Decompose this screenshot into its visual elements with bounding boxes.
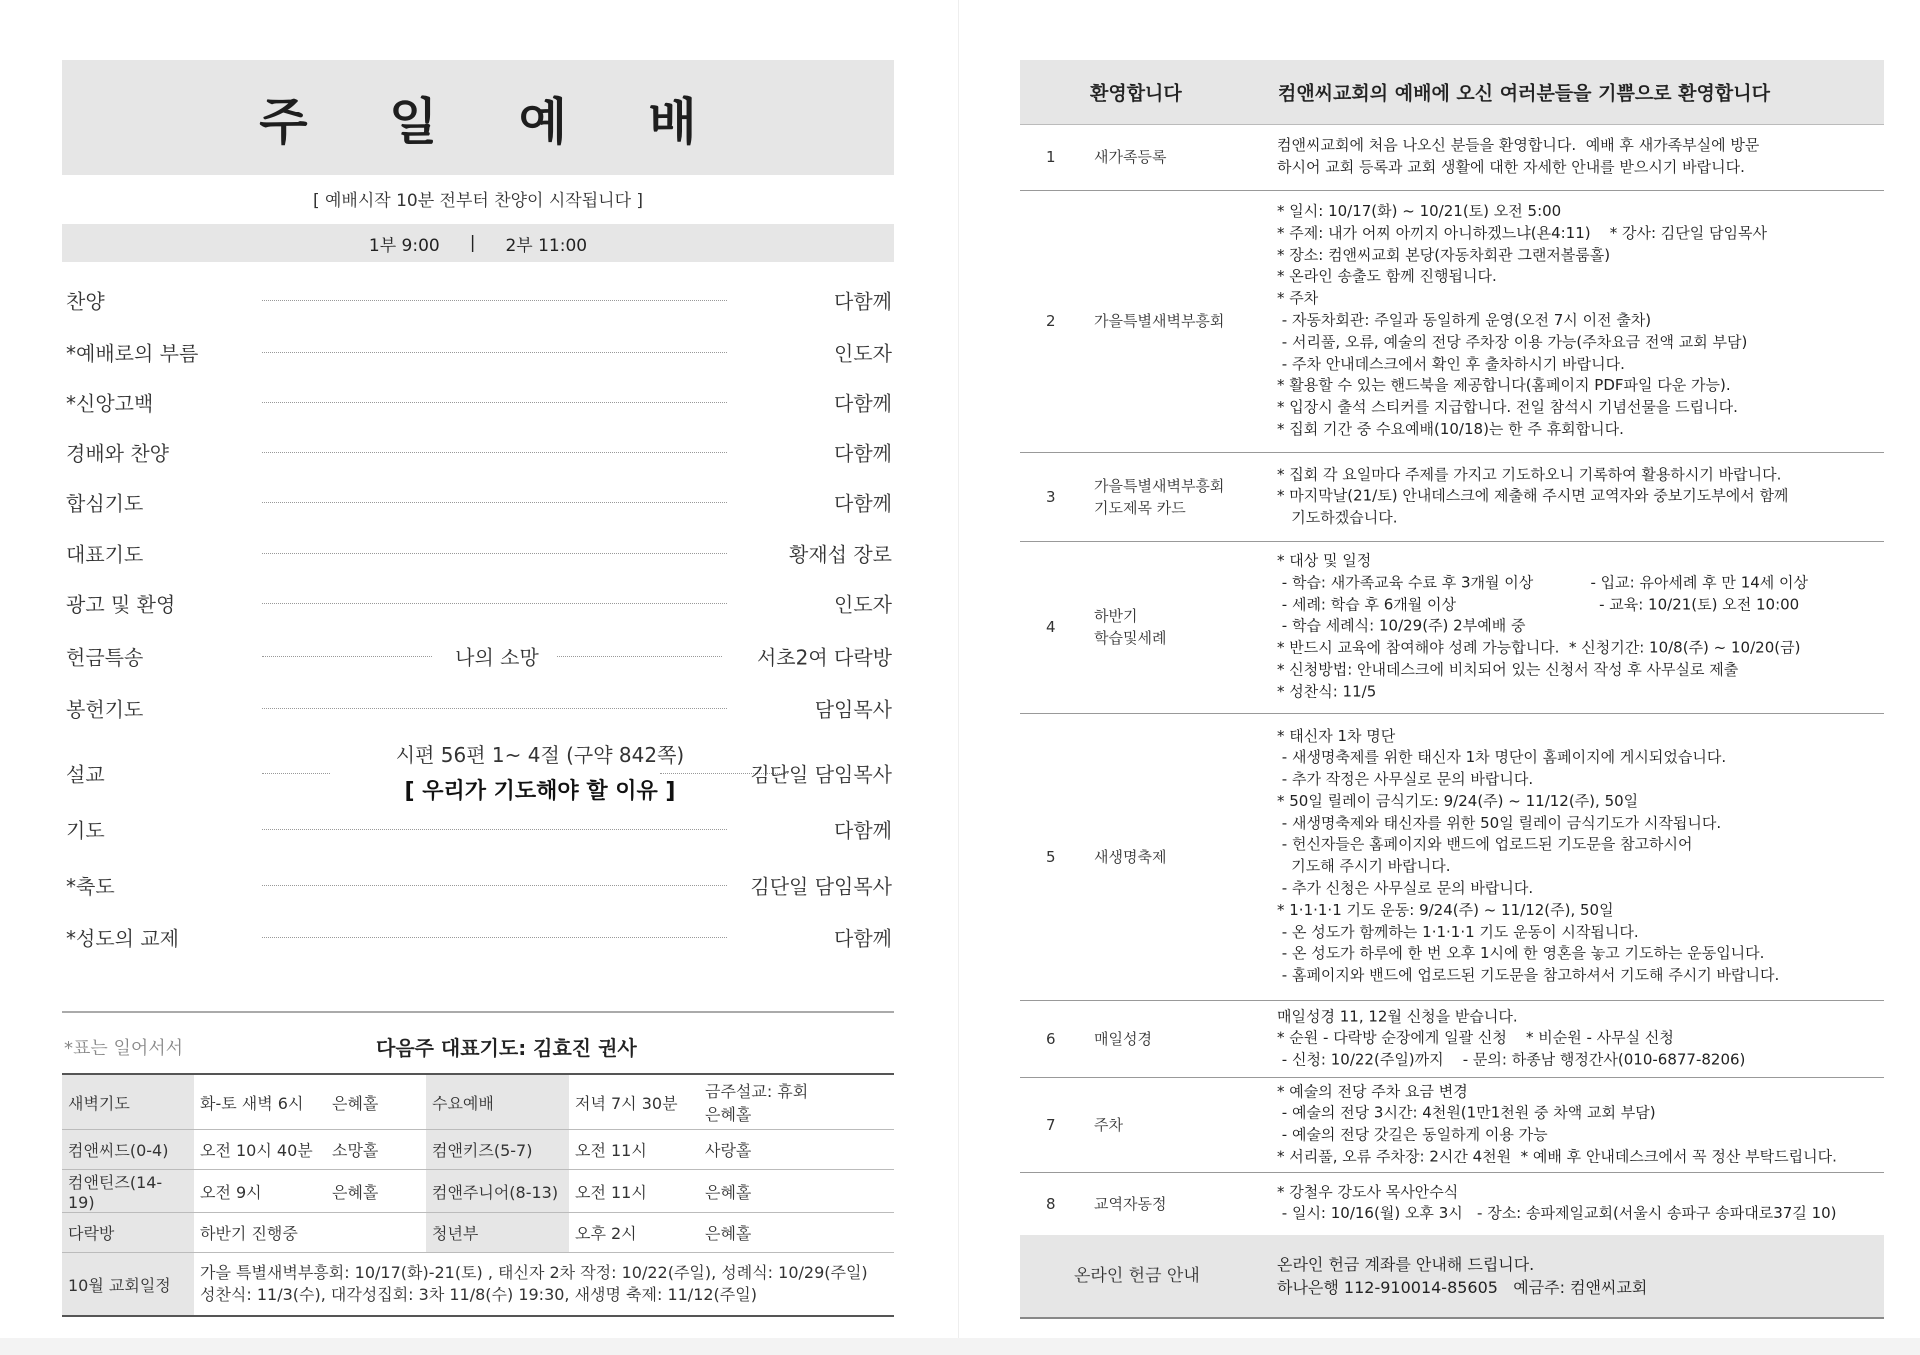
announcement-item [1020, 1172, 1884, 1236]
schedule-group: 컴앤키즈(5-7) [426, 1130, 569, 1170]
announcement-category: 하반기 학습및세례 [1094, 607, 1167, 647]
welcome-message: 컴앤씨교회의 예배에 오신 여러분들을 기쁨으로 환영합니다 [1278, 82, 1770, 105]
dotted-leader [262, 708, 727, 709]
announcement-item [1020, 190, 1884, 453]
second-service-time: 2부 11:00 [505, 235, 588, 256]
schedule-cell: 오전 10시 40분 [194, 1130, 326, 1170]
section-divider [62, 1011, 894, 1013]
order-item [62, 382, 894, 422]
dotted-leader [557, 656, 722, 657]
announcement-item [1020, 124, 1884, 191]
dotted-leader [262, 452, 727, 453]
time-separator: | [469, 233, 476, 253]
order-item [62, 743, 894, 803]
schedule-row [62, 1074, 894, 1130]
order-item [62, 809, 894, 849]
online-offering-label: 온라인 헌금 안내 [1074, 1266, 1200, 1286]
schedule-cell: 오후 2시 [569, 1213, 699, 1253]
order-item-label: 합심기도 [66, 491, 144, 516]
announcement-category: 새생명축제 [1094, 847, 1167, 866]
order-item-leader: 서초2여 다락방 [756, 645, 892, 670]
order-item-leader: 황재섭 장로 [789, 542, 892, 567]
online-offering-text: 온라인 헌금 계좌를 안내해 드립니다. 하나은행 112-910014-85605 예금주: 컴앤씨교회 [1277, 1255, 1648, 1297]
worship-title-box [62, 60, 894, 175]
service-times [62, 224, 894, 262]
order-item-leader: 다함께 [834, 926, 892, 951]
announcement-item [1020, 1000, 1884, 1078]
announcement-category: 매일성경 [1094, 1029, 1152, 1048]
order-item-label: 설교 [66, 762, 105, 787]
announcement-number: 8 [1046, 1194, 1056, 1213]
announcement-number: 1 [1046, 148, 1056, 166]
dotted-leader [262, 300, 727, 301]
schedule-cell: 오전 11시 [569, 1170, 699, 1213]
dotted-leader [262, 502, 727, 503]
order-item [62, 636, 894, 676]
schedule-cell: 은혜홀 [326, 1074, 426, 1130]
schedule-cell: 소망홀 [326, 1130, 426, 1170]
announcement-body: * 태신자 1차 명단 - 새생명축제를 위한 태신자 1차 명단이 홈페이지에 게시되었습니다. - 추가 작정은 사무실로 문의 바랍니다. * 50일 릴레이 금식기도: 9/24(주) ~ 11/12(주), 50일 - 새생명축제와 태신자를 위한 50일 릴레이 금식기도가 시작됩니다. - 헌신자들은 홈페이지와 밴드에 업로드된 기도문을 참고하시어 기도해 주시기 바랍니다. - 추가 신청은 사무실로 문의 바랍니다. * 1·1·1·1 기도 운동: 9/24(주) ~ 11/12(주), 50일 - 온 성도가 함께하는 1·1·1·1 기도 운동이 시작됩니다. - 온 성도가 하루에 한 번 오후 1시에 한 영혼을 놓고 기도하는 운동입니다. - 홈페이지와 밴드에 업로드된 기도문을 참고하셔서 기도해 주시기 바랍니다. [1277, 726, 1780, 985]
first-service-time: 1부 9:00 [368, 235, 440, 256]
online-offering [1020, 1235, 1884, 1319]
schedule-group: 컴앤주니어(8-13) [426, 1170, 569, 1213]
schedule-group: 수요예배 [426, 1074, 569, 1130]
order-item-leader: 다함께 [834, 289, 892, 314]
announcement-body: * 일시: 10/17(화) ~ 10/21(토) 오전 5:00 * 주제: 내가 어찌 아끼지 아니하겠느냐(욘4:11) * 강사: 김단일 담임목사 * 장소: 컴앤씨교회 본당(자동차회관 그랜저볼룸홀) * 온라인 송출도 함께 진행됩니다. * 주차 - 자동차회관: 주일과 동일하게 운영(오전 7시 이전 출차) - 서리풀, 오류, 예술의 전당 주차장 이용 가능(주차요금 전액 교회 부담) - 주차 안내데스크에서 확인 후 출차하시기 바랍니다. * 활용할 수 있는 핸드북을 제공합니다(홈페이지 PDF파일 다운 가능). * 입장시 출석 스티커를 지급합니다. 전일 참석시 기념선물을 드립니다. * 집회 기간 중 수요예배(10/18)는 한 주 휴회합니다. [1277, 202, 1767, 439]
order-item-leader: 인도자 [834, 341, 892, 366]
order-item-leader: 다함께 [834, 441, 892, 466]
schedule-cell: 금주설교: 휴회 은혜홀 [699, 1074, 894, 1130]
order-item-label: *예배로의 부름 [66, 341, 199, 366]
order-item [62, 332, 894, 372]
monthly-schedule-text: 가을 특별새벽부흥회: 10/17(화)-21(토) , 태신자 2차 작정: 10/22(주일), 성례식: 10/29(주일) 성찬식: 11/3(수), 대각성집회: 3차 11/8(수) 19:30, 새생명 축제: 11/12(주일) [194, 1253, 894, 1317]
dotted-leader [262, 603, 727, 604]
announcement-item [1020, 541, 1884, 714]
announcement-number: 2 [1046, 312, 1056, 330]
order-item-leader: 김단일 담임목사 [750, 874, 892, 899]
worship-title: 주 일 예 배 [259, 92, 729, 151]
order-item [62, 583, 894, 623]
order-item-label: *성도의 교제 [66, 926, 179, 951]
order-item [62, 280, 894, 320]
order-item [62, 533, 894, 573]
announcement-number: 3 [1046, 487, 1056, 506]
announcement-category: 교역자동정 [1094, 1194, 1167, 1213]
schedule-cell: 사랑홀 [699, 1130, 894, 1170]
announcement-category: 새가족등록 [1094, 148, 1167, 166]
announcement-body: 컴앤씨교회에 처음 나오신 분들을 환영합니다. 예배 후 새가족부실에 방문 하시어 교회 등록과 교회 생활에 대한 자세한 안내를 받으시기 바랍니다. [1277, 136, 1760, 176]
schedule-cell: 은혜홀 [699, 1170, 894, 1213]
page-divider [958, 0, 959, 1355]
special-song-title: 나의 소망 [455, 645, 539, 670]
order-item [62, 432, 894, 472]
schedule-cell: 오전 9시 [194, 1170, 326, 1213]
dotted-leader [262, 553, 727, 554]
dotted-leader [262, 656, 432, 657]
schedule-cell [326, 1213, 426, 1253]
schedule-group: 새벽기도 [62, 1074, 194, 1130]
announcement-body: * 대상 및 일정 - 학습: 새가족교육 수료 후 3개월 이상 - 입교: 유아세례 후 만 14세 이상 - 세례: 학습 후 6개월 이상 - 교육: 10/21(토) 오전 10:00 - 학습 세례식: 10/29(주) 2부예배 중 * 반드시 교육에 참여해야 성례 가능합니다. * 신청기간: 10/8(주) ~ 10/20(금) * 신청방법: 안내데스크에 비치되어 있는 신청서 작성 후 사무실로 제출 * 성찬식: 11/5 [1277, 551, 1809, 701]
dotted-leader [262, 773, 330, 774]
schedule-table [62, 1073, 894, 1317]
order-item-label: 봉헌기도 [66, 697, 144, 722]
standing-note: *표는 일어서서 [64, 1038, 184, 1059]
schedule-group: 컴앤틴즈(14-19) [62, 1170, 194, 1213]
schedule-cell: 하반기 진행중 [194, 1213, 326, 1253]
order-item-label: *신앙고백 [66, 391, 154, 416]
order-item-leader: 인도자 [834, 592, 892, 617]
announcement-category: 가을특별새벽부흥회 기도제목 카드 [1094, 476, 1225, 517]
bottom-strip [0, 1338, 1920, 1355]
dotted-leader [262, 937, 727, 938]
dotted-leader [262, 829, 727, 830]
schedule-group: 청년부 [426, 1213, 569, 1253]
announcement-number: 4 [1046, 618, 1056, 636]
dotted-leader [262, 885, 727, 886]
announcement-item [1020, 1077, 1884, 1173]
announcement-category: 가을특별새벽부흥회 [1094, 312, 1225, 330]
schedule-group: 다락방 [62, 1213, 194, 1253]
schedule-row [62, 1213, 894, 1253]
order-item [62, 688, 894, 728]
announcement-number: 6 [1046, 1029, 1056, 1048]
dotted-leader [262, 352, 727, 353]
order-item-leader: 김단일 담임목사 [750, 762, 892, 787]
order-item-label: 대표기도 [66, 542, 144, 567]
monthly-schedule-label: 10월 교회일정 [62, 1253, 194, 1317]
announcement-body: * 강철우 강도사 목사안수식 - 일시: 10/16(월) 오후 3시 - 장소: 송파제일교회(서울시 송파구 송파대로37길 10) [1277, 1182, 1837, 1223]
order-item-leader: 다함께 [834, 391, 892, 416]
next-week-prayer: 다음주 대표기도: 김효진 권사 [376, 1036, 637, 1060]
announcement-number: 5 [1046, 847, 1056, 866]
order-item-label: 경배와 찬양 [66, 441, 169, 466]
order-item [62, 917, 894, 957]
order-item-label: 기도 [66, 818, 105, 843]
schedule-cell: 저녁 7시 30분 [569, 1074, 699, 1130]
schedule-cell: 은혜홀 [699, 1213, 894, 1253]
announcement-item [1020, 713, 1884, 1001]
order-item-leader: 다함께 [834, 818, 892, 843]
announcement-item [1020, 452, 1884, 542]
schedule-cell: 은혜홀 [326, 1170, 426, 1213]
announcement-number: 7 [1046, 1115, 1056, 1134]
sermon-scripture: 시편 56편 1~ 4절 (구약 842쪽) [395, 743, 685, 767]
announcement-body: * 집회 각 요일마다 주제를 가지고 기도하오니 기록하여 활용하시기 바랍니다. * 마지막날(21/토) 안내데스크에 제출해 주시면 교역자와 중보기도부에서 함께 기도하겠습니다. [1277, 464, 1789, 527]
schedule-row [62, 1170, 894, 1213]
order-item-label: 광고 및 환영 [66, 592, 176, 617]
order-item [62, 865, 894, 905]
sermon-info [396, 739, 684, 805]
announcement-body: 매일성경 11, 12월 신청을 받습니다. * 순원 - 다락방 순장에게 일괄 신청 * 비순원 - 사무실 신청 - 신청: 10/22(주일)까지 - 문의: 하종남 행정간사(010-6877-8206) [1277, 1006, 1746, 1069]
schedule-group: 컴앤씨드(0-4) [62, 1130, 194, 1170]
dotted-leader [262, 402, 727, 403]
announcement-body: * 예술의 전당 주차 요금 변경 - 예술의 전당 3시간: 4천원(1만1천원 중 차액 교회 부담) - 예술의 전당 갓길은 동일하게 이용 가능 * 서리풀, 오류 주차장: 2시간 4천원 * 예배 후 안내데스크에서 꼭 정산 부탁드립니다. [1277, 1081, 1837, 1166]
welcome-label: 환영합니다 [1090, 82, 1182, 105]
order-item [62, 482, 894, 522]
schedule-cell: 오전 11시 [569, 1130, 699, 1170]
sermon-title: [ 우리가 기도해야 할 이유 ] [404, 779, 676, 804]
schedule-row [62, 1130, 894, 1170]
worship-notice: [ 예배시작 10분 전부터 찬양이 시작됩니다 ] [312, 191, 644, 211]
monthly-schedule-row [62, 1253, 894, 1317]
order-item-leader: 다함께 [834, 491, 892, 516]
order-item-label: 찬양 [66, 289, 105, 314]
welcome-header [1020, 60, 1884, 125]
order-item-label: *축도 [66, 874, 115, 899]
order-item-label: 헌금특송 [66, 645, 144, 670]
schedule-cell: 화-토 새벽 6시 [194, 1074, 326, 1130]
order-item-leader: 담임목사 [814, 697, 892, 722]
announcement-category: 주차 [1094, 1115, 1123, 1134]
